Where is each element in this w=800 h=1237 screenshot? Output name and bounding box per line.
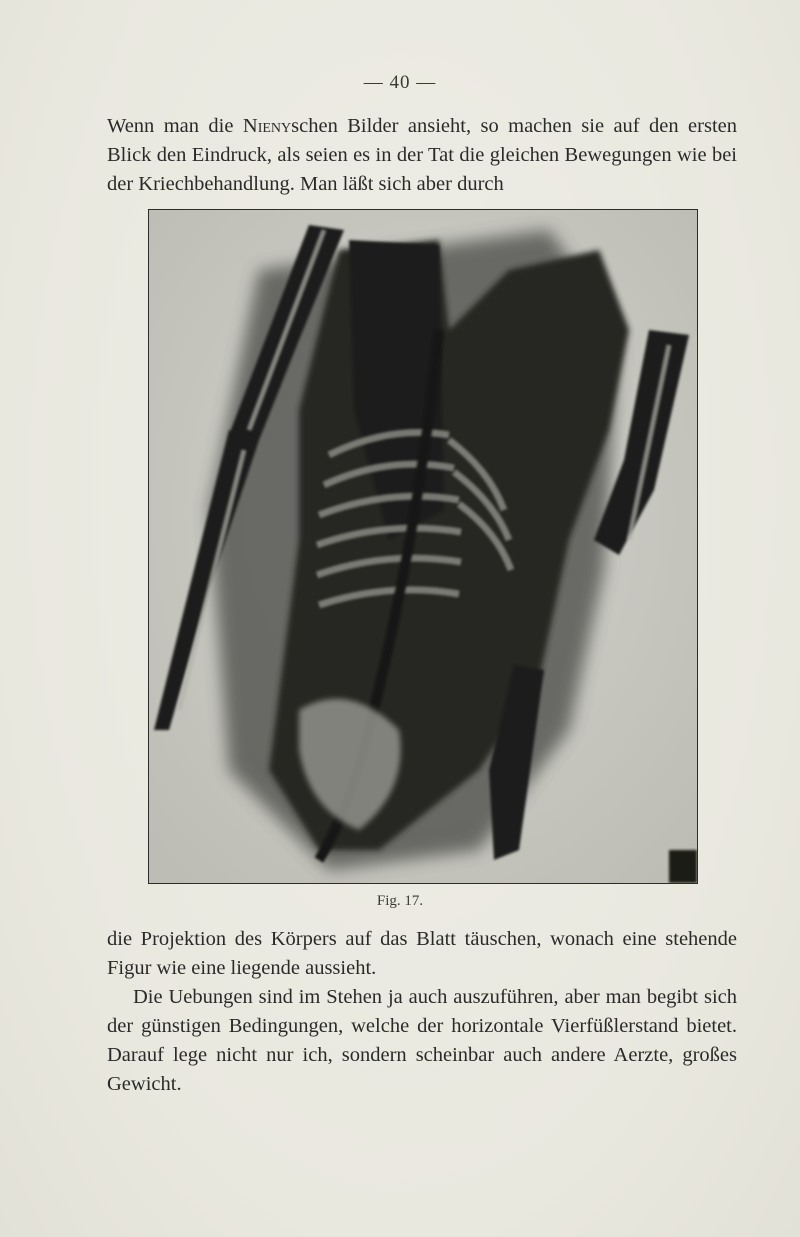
xray-image bbox=[149, 210, 697, 883]
page-number: — 40 — bbox=[363, 72, 437, 93]
figure-caption: Fig. 17. bbox=[376, 893, 424, 909]
paragraph-top-start: Wenn man die bbox=[107, 115, 243, 137]
xray-figure bbox=[148, 209, 698, 884]
author-name: Nieny bbox=[242, 115, 292, 137]
paragraph-continued: die Projektion des Körpers auf das Blatt täuschen, wonach eine stehende Figur wie eine liegende aussieht. bbox=[107, 928, 737, 979]
paragraph-top bbox=[107, 112, 737, 199]
paragraph-second: Die Uebungen sind im Stehen ja auch auszuführen, aber man begibt sich der günstigen Bedingungen, welche der horizontale Vierfüßlerstand bietet. Darauf lege nicht nur ich, sondern scheinbar auch andere Aerzte, großes Gewicht. bbox=[107, 986, 737, 1095]
paragraph-top-rest: schen Bilder ansieht, so machen sie auf den ersten Blick den Eindruck, als seien es in der Tat die gleichen Bewegungen wie bei der Kriechbehandlung. Man läßt sich aber durch bbox=[107, 115, 737, 195]
paragraph-bottom bbox=[107, 925, 737, 1099]
